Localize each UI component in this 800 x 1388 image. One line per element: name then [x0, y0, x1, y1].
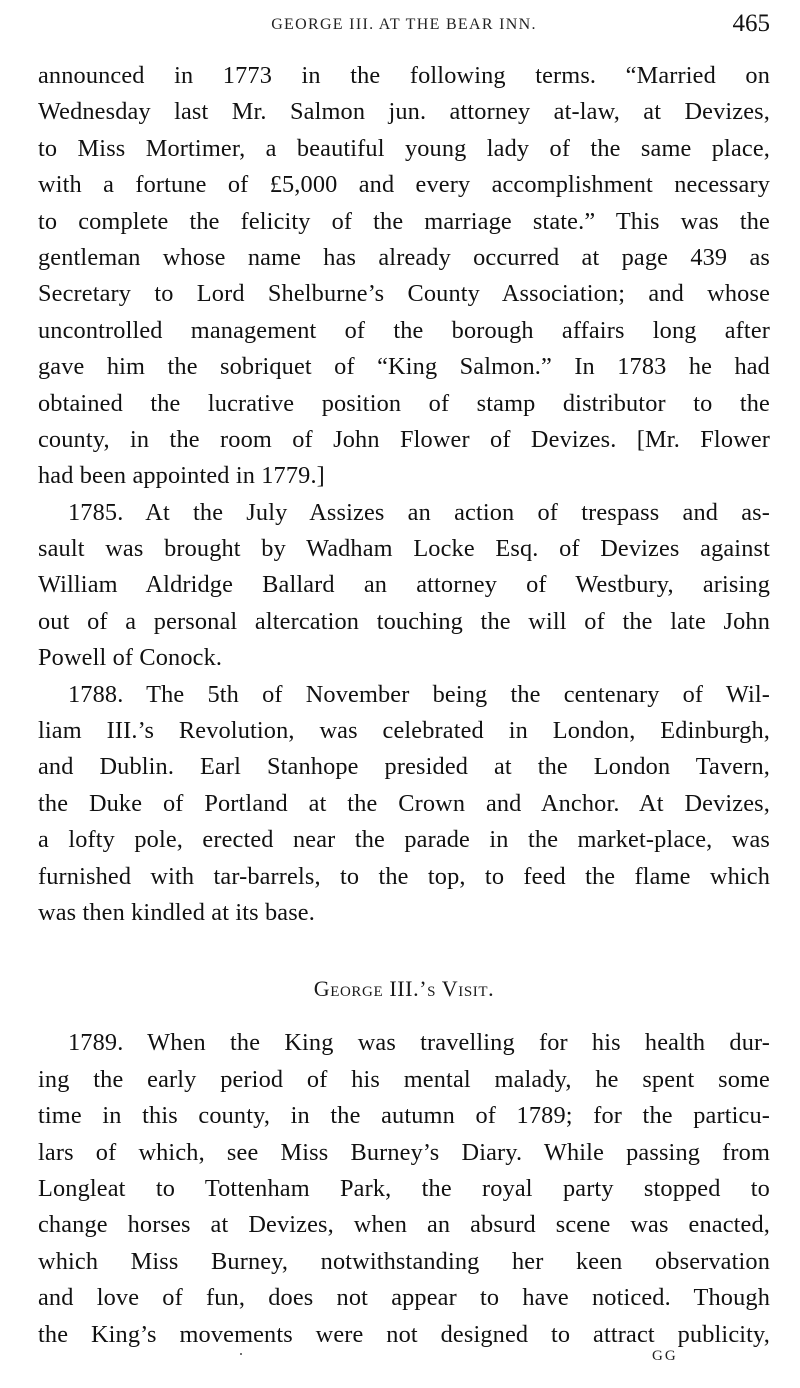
- text-line: ing the early period of his mental malady, he spent some: [38, 1065, 770, 1093]
- text-line: had been appointed in 1779.]: [38, 462, 325, 490]
- text-line: sault was brought by Wadham Locke Esq. of Devizes against: [38, 535, 770, 563]
- paragraph-1785: [38, 495, 770, 677]
- page-number: 465: [732, 10, 770, 37]
- text-line: a lofty pole, erected near the parade in the market-place, was: [38, 826, 770, 854]
- text-line: which Miss Burney, notwithstanding her keen observation: [38, 1247, 770, 1275]
- text-line: 1789. When the King was travelling for his health dur-: [68, 1029, 770, 1057]
- text-line: lars of which, see Miss Burney’s Diary. While passing from: [38, 1138, 770, 1166]
- text-line: Secretary to Lord Shelburne’s County Association; and whose: [38, 280, 770, 308]
- text-line: the King’s movements were not designed to attract publicity,: [38, 1320, 770, 1348]
- text-line: county, in the room of John Flower of Devizes. [Mr. Flower: [38, 425, 770, 453]
- text-line: 1785. At the July Assizes an action of trespass and as-: [68, 498, 770, 526]
- text-line: gave him the sobriquet of “King Salmon.” In 1783 he had: [38, 353, 770, 381]
- text-line: gentleman whose name has already occurred at page 439 as: [38, 243, 770, 271]
- text-line: furnished with tar-barrels, to the top, to feed the flame which: [38, 862, 770, 890]
- text-line: with a fortune of £5,000 and every accomplishment necessary: [38, 171, 770, 199]
- text-line: announced in 1773 in the following terms. “Married on: [38, 62, 770, 89]
- paragraph-salmon: [38, 58, 770, 495]
- body-text: [38, 58, 770, 1353]
- running-head: [38, 10, 770, 42]
- signature-mark: GG: [652, 1348, 678, 1364]
- paragraph-1789: [38, 1025, 770, 1353]
- text-line: time in this county, in the autumn of 1789; for the particu-: [38, 1102, 770, 1130]
- text-line: the Duke of Portland at the Crown and Anchor. At Devizes,: [38, 789, 770, 817]
- text-line: to complete the felicity of the marriage state.” This was the: [38, 207, 770, 235]
- text-line: William Aldridge Ballard an attorney of Westbury, arising: [38, 571, 770, 599]
- text-line: obtained the lucrative position of stamp distributor to the: [38, 389, 770, 417]
- section-heading: George III.’s Visit.: [313, 976, 495, 1002]
- text-line: Powell of Conock.: [38, 644, 223, 672]
- text-line: liam III.’s Revolution, was celebrated in London, Edinburgh,: [38, 717, 770, 745]
- text-line: Wednesday last Mr. Salmon jun. attorney at-law, at Devizes,: [38, 98, 770, 126]
- text-line: out of a personal altercation touching the will of the late John: [38, 607, 770, 635]
- text-line: change horses at Devizes, when an absurd scene was enacted,: [38, 1211, 770, 1239]
- print-speck: [240, 1353, 242, 1355]
- text-line: and Dublin. Earl Stanhope presided at the London Tavern,: [38, 753, 770, 781]
- text-line: 1788. The 5th of November being the centenary of Wil-: [68, 680, 770, 708]
- paragraph-1788: [38, 677, 770, 932]
- text-line: and love of fun, does not appear to have noticed. Though: [38, 1284, 770, 1312]
- running-title: GEORGE III. AT THE BEAR INN.: [271, 16, 537, 33]
- text-line: was then kindled at its base.: [38, 898, 315, 926]
- text-line: to Miss Mortimer, a beautiful young lady of the same place,: [38, 134, 770, 162]
- text-line: uncontrolled management of the borough affairs long after: [38, 316, 770, 344]
- text-line: Longleat to Tottenham Park, the royal party stopped to: [38, 1174, 770, 1202]
